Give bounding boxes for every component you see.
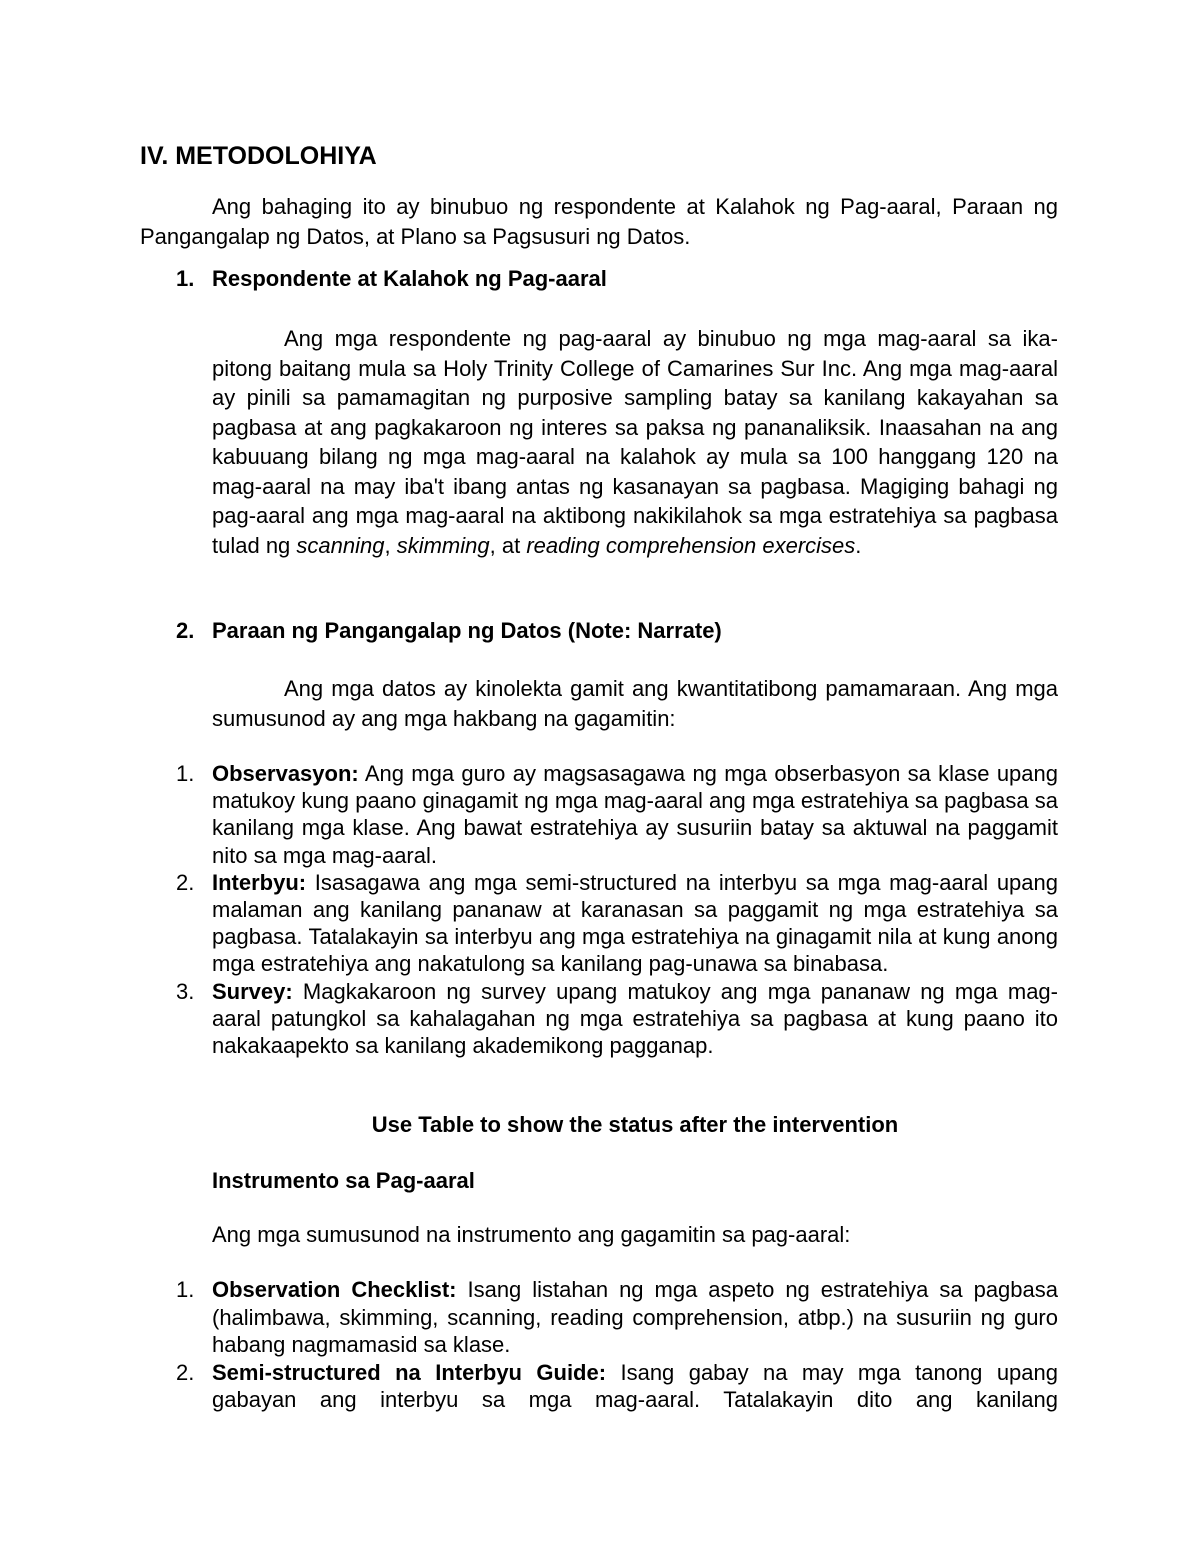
- and-sep: , at: [489, 532, 527, 558]
- list-item: [176, 760, 1058, 869]
- italic-scanning: scanning: [296, 532, 385, 558]
- list-label: Observasyon:: [212, 761, 359, 786]
- list-label: Semi-structured na Interbyu Guide:: [212, 1359, 607, 1385]
- list-text: Isang gabay na may mga tanong upang gabayan ang interbyu sa mga mag-aaral. Tatalakayin dito ang kanilang: [212, 1359, 1058, 1412]
- italic-skimming: skimming: [396, 532, 490, 558]
- list-number: 1.: [176, 761, 195, 786]
- section2-heading: [176, 618, 722, 644]
- section1-title: Respondente at Kalahok ng Pag-aaral: [212, 266, 607, 291]
- period: .: [855, 532, 862, 558]
- list-item: [176, 1276, 1058, 1359]
- section1-paragraph: [212, 324, 1058, 560]
- list-text: Isasagawa ang mga semi-structured na interbyu sa mga mag-aaral upang malaman ang kanilang pananaw at karanasan sa paggamit ng mga estratehiya sa pagbasa. Tatalakayin sa interbyu ang mga estratehiya na ginagamit nila at kung anong mga estratehiya ang nakatulong sa kanilang pag-unawa sa binabasa.: [212, 869, 1058, 977]
- intro-paragraph: [140, 192, 1058, 252]
- section2-title: Paraan ng Pangangalap ng Datos (Note: Narrate): [212, 618, 722, 643]
- intro-text: Ang bahaging ito ay binubuo ng respondente at Kalahok ng Pag-aaral, Paraan ng Pangangalap ng Datos, at Plano sa Pagsusuri ng Datos.: [140, 194, 1058, 249]
- section2-paragraph: [212, 674, 1058, 734]
- list-number: 1.: [176, 1277, 195, 1302]
- list-number: 2.: [176, 1359, 195, 1385]
- section2-text: Ang mga datos ay kinolekta gamit ang kwantitatibong pamamaraan. Ang mga sumusunod ay ang mga hakbang na gagamitin:: [212, 676, 1058, 731]
- section1-number: 1.: [176, 266, 195, 291]
- section2-number: 2.: [176, 618, 195, 643]
- list-label: Interbyu:: [212, 869, 307, 895]
- instruments-intro: Ang mga sumusunod na instrumento ang gagamitin sa pag-aaral:: [212, 1222, 851, 1247]
- list-item: [176, 869, 1058, 978]
- list-number: 3.: [176, 978, 195, 1004]
- section1-text: Ang mga respondente ng pag-aaral ay binubuo ng mga mag-aaral sa ika-pitong baitang mula sa Holy Trinity College of Camarines Sur Inc. Ang mga mag-aaral ay pinili sa pamamagitan ng purposive sampling batay sa kanilang kakayahan sa pagbasa at ang pagkakaroon ng interes sa paksa ng pananaliksik. Inaasahan na ang kabuuang bilang ng mga mag-aaral na kalahok ay mula sa 100 hanggang 120 na mag-aaral na may iba't ibang antas ng kasanayan sa pagbasa. Magiging bahagi ng pag-aaral ang mga mag-aaral na aktibong nakikilahok sa mga estratehiya sa pagbasa tulad ng: [212, 326, 1058, 558]
- table-note: Use Table to show the status after the intervention: [371, 1112, 899, 1137]
- instruments-list: [176, 1276, 1058, 1414]
- section1-heading: [176, 266, 607, 292]
- instruments-heading: Instrumento sa Pag-aaral: [212, 1168, 475, 1193]
- list-label: Survey:: [212, 978, 293, 1004]
- comma-sep: ,: [384, 532, 397, 558]
- list-text: Isang listahan ng mga aspeto ng estratehiya sa pagbasa (halimbawa, skimming, scanning, reading comprehension, atbp.) na susuriin ng guro habang nagmamasid sa klase.: [212, 1277, 1058, 1357]
- list-text: Ang mga guro ay magsasagawa ng mga obserbasyon sa klase upang matukoy kung paano ginagamit ng mga mag-aaral ang mga estratehiya sa pagbasa sa kanilang mga klase. Ang bawat estratehiya ay susuriin batay sa aktuwal na paggamit nito sa mga mag-aaral.: [212, 761, 1058, 868]
- list-text: Magkakaroon ng survey upang matukoy ang mga pananaw ng mga mag-aaral patungkol sa kahalagahan ng mga estratehiya sa pagbasa at kung paano ito nakakaapekto sa kanilang akademikong pagganap.: [212, 978, 1058, 1059]
- section-title: IV. METODOLOHIYA: [140, 142, 377, 170]
- data-collection-steps: [176, 760, 1058, 1059]
- list-label: Observation Checklist:: [212, 1277, 457, 1302]
- list-number: 2.: [176, 869, 195, 895]
- list-item: [176, 1359, 1058, 1414]
- list-item: [176, 978, 1058, 1060]
- italic-reading-comprehension: reading comprehension exercises: [526, 532, 856, 558]
